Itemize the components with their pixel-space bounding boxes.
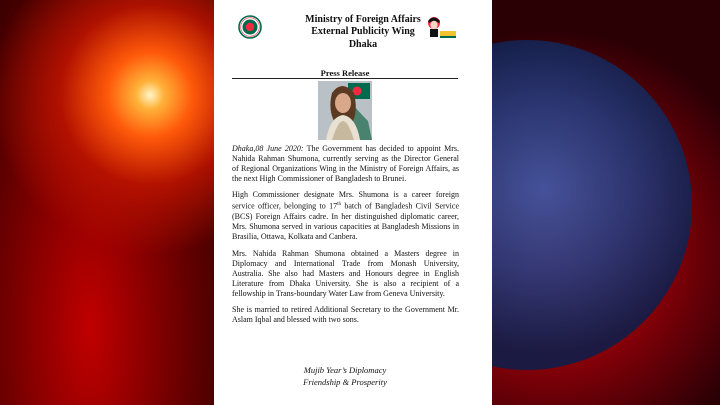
globe-graphic <box>492 40 692 370</box>
motto-line-diplomacy: Mujib Year’s Diplomacy <box>303 365 387 375</box>
press-release-body <box>232 144 459 331</box>
header-line-wing: External Publicity Wing <box>311 26 415 38</box>
dateline: Dhaka,08 June 2020: <box>232 144 304 153</box>
header-line-city: Dhaka <box>348 38 378 50</box>
background-right-panel <box>492 0 720 405</box>
motto-line-friendship: Friendship & Prosperity <box>303 376 387 387</box>
paragraph-education: Mrs. Nahida Rahman Shumona obtained a Masters degree in Diplomacy and International Trade from Monash University, Australia. She also had Masters and Honours degree in English Literature from Dhaka University. She is also a recipient of a fellowship in Trans-boundary Water Law from Geneva University. <box>232 248 459 298</box>
paragraph-career: High Commissioner designate Mrs. Shumona is a career foreign service officer, belonging to 17th batch of Bangladesh Civil Service (BCS) Foreign Affairs cadre. In her distinguished diplomatic career, Mrs. Shumona served in various capacities at Bangladesh Missions in Brasilia, Ottawa, Kolkata and Canbera. <box>232 190 459 242</box>
bangladesh-emblem-icon <box>238 15 262 39</box>
header-divider <box>232 78 458 79</box>
official-portrait-photo <box>318 81 372 140</box>
paragraph-family: She is married to retired Additional Secretary to the Government Mr. Aslam Iqbal and blessed with two sons. <box>232 304 459 325</box>
motto <box>232 365 458 388</box>
mujib-portrait-logo-icon <box>424 14 458 42</box>
header-line-ministry: Ministry of Foreign Affairs <box>305 14 421 25</box>
paragraph-announcement-text: The Government has decided to appoint Mrs. Nahida Rahman Shumona, currently serving as the Director General of Regional Organizations Wing in the Ministry of Foreign Affairs, as the next High Commissioner of Bangladesh to Brunei. <box>232 144 459 184</box>
ordinal-suffix: th <box>337 202 341 208</box>
paragraph-announcement <box>232 144 459 184</box>
press-release-title: Press Release <box>320 68 370 78</box>
background-left-panel <box>0 0 214 405</box>
